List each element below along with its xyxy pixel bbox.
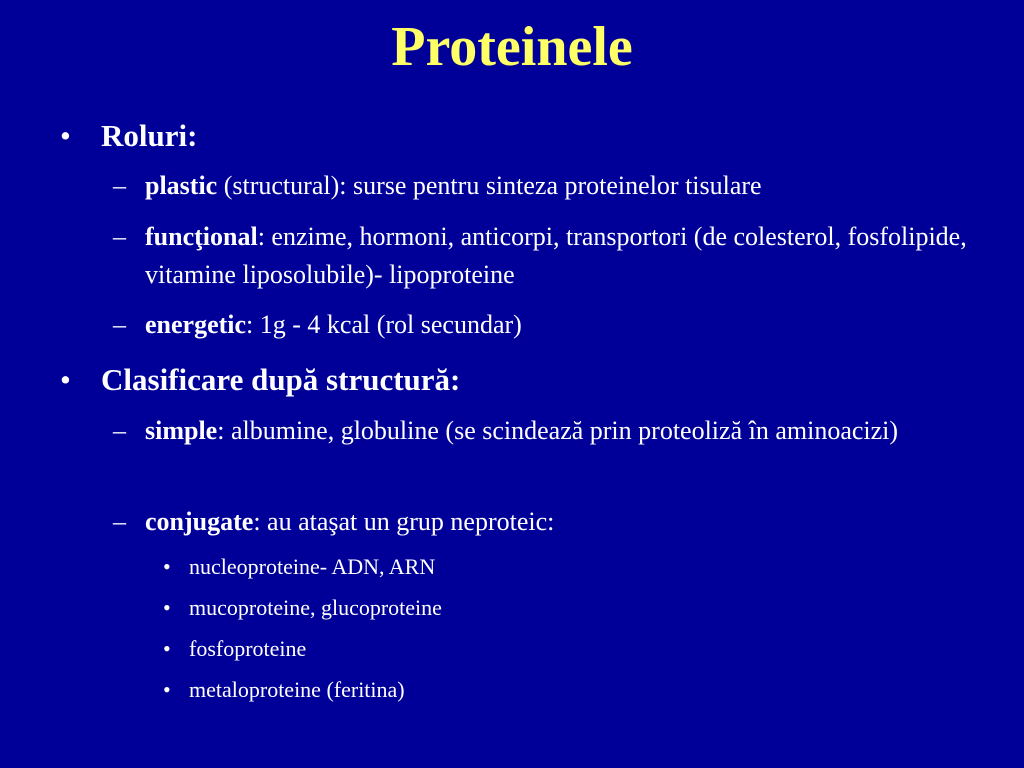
bullet-icon: • [163,677,171,702]
item-term: conjugate [145,507,254,536]
slide-title: Proteinele [391,16,633,78]
item-plastic [113,167,993,205]
item-functional [113,218,993,294]
dash-icon: – [113,310,126,339]
bullet-icon: • [163,595,171,620]
item-term: energetic [145,310,247,339]
item-desc: (structural): surse pentru sinteza proteinelor tisulare [217,171,762,200]
subitem-text: metaloproteine (feritina) [189,677,405,702]
dash-icon: – [113,507,126,536]
item-energetic [113,306,993,344]
bullet-icon: • [60,118,71,153]
item-desc: : enzime, hormoni, anticorpi, transportori (de colesterol, fosfolipide, vitamine liposolubile)- lipoproteine [145,222,967,289]
subitem-text: nucleoproteine- ADN, ARN [189,554,436,579]
item-term: simple [145,416,218,445]
item-desc: : albumine, globuline (se scindează prin proteoliză în aminoacizi) [217,416,899,445]
subitem-text: fosfoproteine [189,636,307,661]
bullet-icon: • [163,554,171,579]
bullet-icon: • [60,362,71,397]
item-conjugate [113,503,993,541]
item-text [145,306,993,344]
item-desc: : 1g - 4 kcal (rol secundar) [246,310,522,339]
bullet-icon: • [163,636,171,661]
item-text [145,503,993,541]
item-term: plastic [145,171,218,200]
subitem-text: mucoproteine, glucoproteine [189,595,442,620]
dash-icon: – [113,416,126,445]
item-desc: : au ataşat un grup neproteic: [253,507,555,536]
item-text [145,167,993,205]
item-text [145,412,993,450]
heading-roluri: Roluri: [101,118,198,153]
item-term: funcţional [145,222,258,251]
item-text [145,218,993,294]
dash-icon: – [113,222,126,251]
heading-clasificare: Clasificare după structură: [101,362,461,397]
dash-icon: – [113,171,126,200]
item-simple [113,412,993,450]
